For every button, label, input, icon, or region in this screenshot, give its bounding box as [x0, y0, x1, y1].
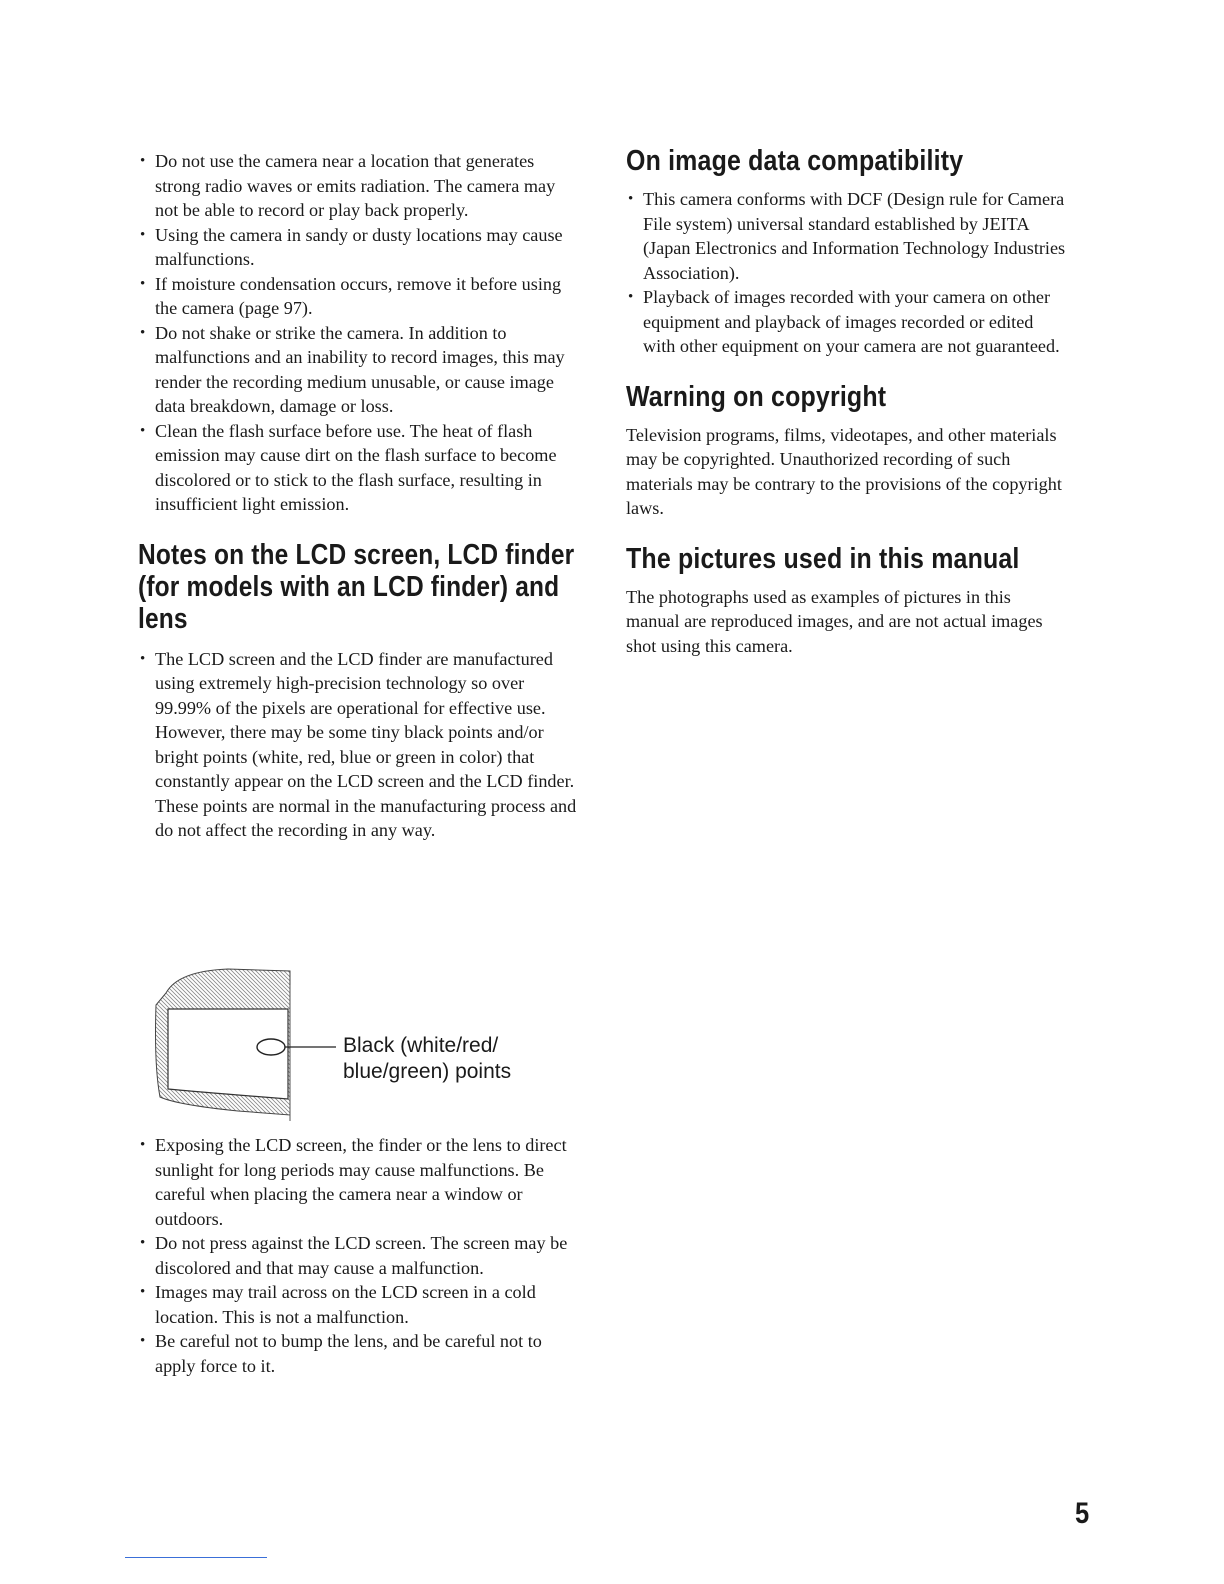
intro-bullet-list	[138, 149, 578, 517]
list-item: • The LCD screen and the LCD finder are manufactured using extremely high-precision technology so over 99.99% of the pixels are operational for effective use. However, there may be some tiny black points and/or bright points (white, red, blue or green in color) that constantly appear on the LCD screen and the LCD finder. These points are normal in the manufacturing process and do not affect the recording in any way.	[138, 647, 578, 843]
list-item: • Clean the flash surface before use. The heat of flash emission may cause dirt on the flash surface to become discolored or to stick to the flash surface, resulting in insufficient light emission.	[138, 419, 578, 517]
figure-label-line: blue/green) points	[343, 1060, 512, 1083]
list-item: • Be careful not to bump the lens, and be careful not to apply force to it.	[138, 1329, 578, 1378]
copyright-text: Television programs, films, videotapes, and other materials may be copyrighted. Unauthorized recording of such materials may be contrary to the provisions of the copyright laws.	[626, 424, 1062, 518]
list-item: • Images may trail across on the LCD screen in a cold location. This is not a malfunction.	[138, 1280, 578, 1329]
figure-label-line: Black (white/red/	[343, 1034, 499, 1057]
lcd-bullet-list-continued	[138, 1133, 578, 1378]
footer-rule	[125, 1557, 267, 1558]
compat-bullet-list	[626, 187, 1066, 359]
list-item: • Playback of images recorded with your camera on other equipment and playback of images recorded or edited with other equipment on your camera are not guaranteed.	[626, 285, 1066, 359]
right-column	[626, 0, 1066, 658]
list-item: • Do not press against the LCD screen. The screen may be discolored and that may cause a malfunction.	[138, 1231, 578, 1280]
left-column-lower	[138, 1133, 578, 1378]
pictures-heading: The pictures used in this manual	[626, 542, 1020, 575]
list-item: • Do not shake or strike the camera. In addition to malfunctions and an inability to record images, this may render the recording medium unusable, or cause image data breakdown, damage or loss.	[138, 321, 578, 419]
list-item: • If moisture condensation occurs, remove it before using the camera (page 97).	[138, 272, 578, 321]
figure-label	[343, 1033, 511, 1085]
copyright-heading: Warning on copyright	[626, 380, 887, 413]
heading-line: lens	[138, 602, 188, 635]
lcd-points-figure	[138, 965, 558, 1125]
page-number: 5	[1075, 1497, 1090, 1530]
left-column	[138, 0, 578, 843]
heading-line: Notes on the LCD screen, LCD finder	[138, 538, 575, 571]
list-item: • Exposing the LCD screen, the finder or the lens to direct sunlight for long periods may cause malfunctions. Be careful when placing the camera near a window or outdoors.	[138, 1133, 578, 1231]
heading-line: (for models with an LCD finder) and	[138, 570, 560, 603]
lcd-section-heading	[138, 538, 575, 635]
list-item: • Do not use the camera near a location that generates strong radio waves or emits radiation. The camera may not be able to record or play back properly.	[138, 149, 578, 223]
list-item: • This camera conforms with DCF (Design rule for Camera File system) universal standard established by JEITA (Japan Electronics and Information Technology Industries Association).	[626, 187, 1066, 285]
compat-heading: On image data compatibility	[626, 145, 964, 177]
pictures-text: The photographs used as examples of pictures in this manual are reproduced images, and are not actual images shot using this camera.	[626, 586, 1043, 656]
lcd-bullet-list	[138, 647, 578, 843]
list-item: • Using the camera in sandy or dusty locations may cause malfunctions.	[138, 223, 578, 272]
point-marker	[257, 1039, 285, 1055]
